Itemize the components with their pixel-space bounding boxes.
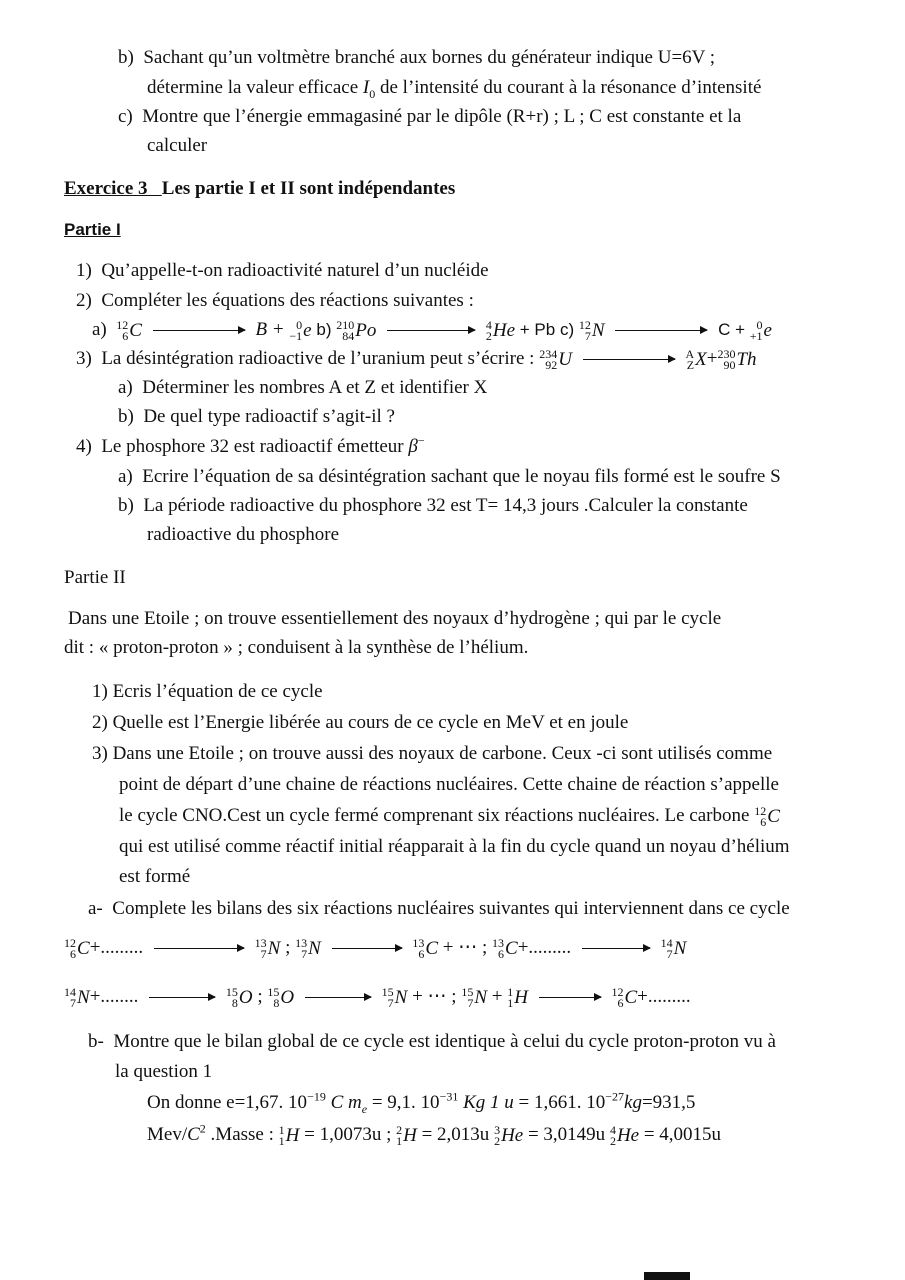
partie2-q3-line1: 3) Dans une Etoile ; on trouve aussi des noyaux de carbone. Ceux -ci sont utilisés comme	[92, 743, 773, 764]
partie1-equations: a) 12 6 C B + 0 −1 e b) 210 84 Po 4 2 He + Pb c) 12 7 N C + 0 +1 e	[92, 315, 772, 346]
partie1-q4a: a) Ecrire l’équation de sa désintégration sachant que le noyau fils formé est le soufre S	[118, 466, 781, 487]
partie1-heading: Partie I	[64, 220, 121, 239]
cno-reactions-row2: 14 7 N +........ 15 8 O ; 15 8 O 15 7 N + ⋯ ; 15 7 N + 1 1 H 12 6 C +.........	[64, 984, 691, 1010]
arrow-cno4	[149, 997, 215, 998]
nuclide-c-n12: 12 7 N	[578, 317, 605, 343]
question-b-line2: détermine la valeur efficace $I_0$ de l’intensité du courant à la résonance d’intensité	[147, 77, 762, 101]
partie2-q3-line4: qui est utilisé comme réactif initial réapparait à la fin du cycle quand un noyau d’hélium	[119, 836, 790, 857]
nuclide-a-c12: 12 6 C	[116, 317, 142, 343]
partie2-a: a- Complete les bilans des six réactions nucléaires suivantes qui interviennent dans ce cycle	[88, 898, 790, 919]
partie2-q1: 1) Ecris l’équation de ce cycle	[92, 681, 323, 702]
arrow-cno6	[539, 997, 601, 998]
partie1-q4: 4) Le phosphore 32 est radioactif émetteur β−	[76, 433, 425, 457]
nuclide-b-he4: 4 2 He	[485, 317, 515, 343]
exercise-subtitle: Les partie I et II sont indépendantes	[161, 178, 456, 199]
partie2-q3-line5: est formé	[119, 866, 191, 887]
question-c-line1: c) Montre que l’énergie emmagasiné par le dipôle (R+r) ; L ; C est constante et la	[118, 106, 742, 127]
arrow-uranium	[583, 359, 675, 360]
given-data-line2: Mev/$C^2$ .Masse : 1 1 H = 1,0073u ; 2 1 H = 2,013u 3 2 He = 3,0149u 4 2 He = 4,0015u	[147, 1121, 722, 1148]
arrow-cno2	[332, 948, 402, 949]
question-b-line1: b) Sachant qu’un voltmètre branché aux bornes du générateur indique U=6V ;	[118, 47, 716, 68]
partie2-intro-line1: Dans une Etoile ; on trouve essentiellement des noyaux d’hydrogène ; qui par le cycle	[68, 608, 722, 629]
partie2-q3-line2: point de départ d’une chaine de réactions nucléaires. Cette chaine de réaction s’appelle	[119, 774, 779, 795]
question-c-line2: calculer	[147, 135, 208, 156]
arrow-c	[615, 330, 707, 331]
nuclide-c-e: 0 +1 e	[749, 317, 772, 343]
cno-reactions-row1: 12 6 C +......... 13 7 N ; 13 7 N 13 6 C + ⋯ ; 13 6 C +......... 14 7 N	[64, 935, 687, 961]
page-edge-mark	[644, 1272, 690, 1280]
partie1-q2: 2) Compléter les équations des réactions suivantes :	[76, 290, 474, 311]
exercise-heading	[64, 174, 455, 204]
nuclide-x: A Z X	[685, 346, 707, 372]
nuclide-carbon12: 12 6 C	[754, 803, 780, 829]
nuclide-th230: 230 90 Th	[717, 346, 757, 372]
nuclide-a-e: 0 −1 e	[289, 317, 312, 343]
partie2-b-line1: b- Montre que le bilan global de ce cycle est identique à celui du cycle proton-proton vu à	[88, 1031, 776, 1052]
arrow-a	[153, 330, 245, 331]
partie2-q2: 2) Quelle est l’Energie libérée au cours de ce cycle en MeV et en joule	[92, 712, 629, 733]
partie1-q3: 3) La désintégration radioactive de l’uranium peut s’écrire : 234 92 U A Z X + 230 90 Th	[76, 344, 757, 375]
exercise-title: Exercice 3	[64, 178, 148, 199]
partie2-q3-line3: le cycle CNO.Cest un cycle fermé comprenant six réactions nucléaires. Le carbone 12 6 C	[119, 801, 780, 832]
given-data-line1: On donne e=1,67. $10^{-19}$ C $m_e = 9,1$. $10^{-31}$ Kg 1 u = 1,661. $10^{-27}kg=931,5$	[147, 1089, 696, 1116]
partie1-q1: 1) Qu’appelle-t-on radioactivité naturel d’un nucléide	[76, 260, 489, 281]
partie1-q4b-line1: b) La période radioactive du phosphore 32 est T= 14,3 jours .Calculer la constante	[118, 495, 748, 516]
partie1-q4b-line2: radioactive du phosphore	[147, 524, 340, 545]
partie2-b-line2: la question 1	[115, 1061, 213, 1082]
arrow-cno1	[154, 948, 244, 949]
nuclide-b-po210: 210 84 Po	[336, 317, 377, 343]
nuclide-u234: 234 92 U	[539, 346, 572, 372]
arrow-cno3	[582, 948, 650, 949]
partie2-heading: Partie II	[64, 567, 126, 588]
arrow-b	[387, 330, 475, 331]
partie1-q3a: a) Déterminer les nombres A et Z et identifier X	[118, 377, 488, 398]
partie1-q3b: b) De quel type radioactif s’agit-il ?	[118, 406, 395, 427]
partie2-intro-line2: dit : « proton-proton » ; conduisent à la synthèse de l’hélium.	[64, 637, 529, 658]
arrow-cno5	[305, 997, 371, 998]
